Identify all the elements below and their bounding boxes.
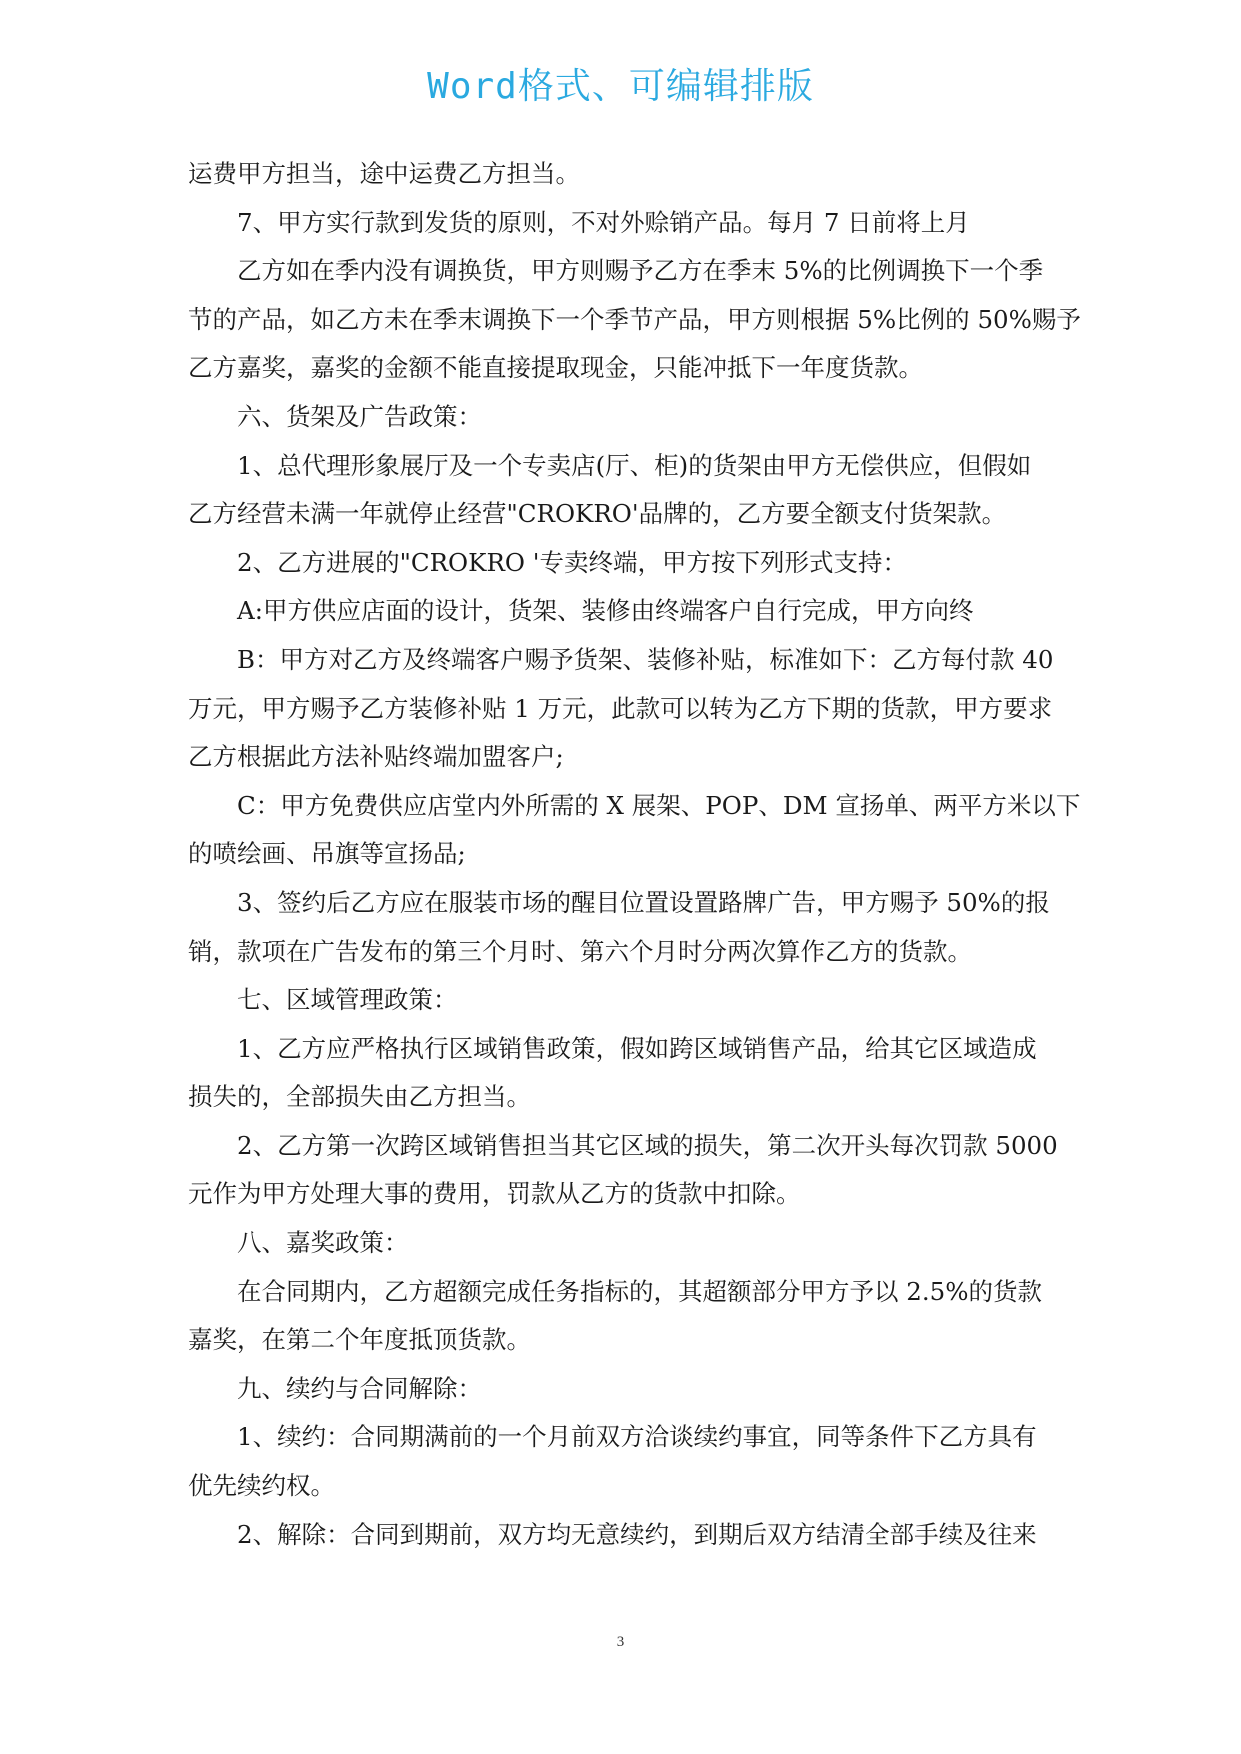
text-line: 乙方嘉奖，嘉奖的金额不能直接提取现金，只能冲抵下一年度货款。: [188, 353, 923, 383]
page-header-title: Word格式、可编辑排版: [427, 66, 814, 107]
text-line: 损失的，全部损失由乙方担当。: [188, 1082, 531, 1112]
text-line: 2、乙方进展的"CROKRO '专卖终端，甲方按下列形式支持：: [237, 547, 907, 577]
text-line: 2、解除：合同到期前，双方均无意续约，到期后双方结清全部手续及往来: [237, 1519, 1037, 1549]
text-line: 2、乙方第一次跨区域销售担当其它区域的损失，第二次开头每次罚款 5000: [237, 1130, 1058, 1160]
text-line: 八、嘉奖政策：: [237, 1228, 409, 1258]
text-line: 万元，甲方赐予乙方装修补贴 1 万元，此款可以转为乙方下期的货款，甲方要求: [188, 693, 1053, 723]
text-line: 1、续约：合同期满前的一个月前双方洽谈续约事宜，同等条件下乙方具有: [237, 1422, 1037, 1452]
text-line: 运费甲方担当，途中运费乙方担当。: [188, 159, 580, 188]
text-line: 的喷绘画、吊旗等宣扬品;: [188, 839, 466, 869]
text-line: 7、甲方实行款到发货的原则，不对外赊销产品。每月 7 日前将上月: [237, 207, 970, 237]
text-line: 乙方经营未满一年就停止经营"CROKRO'品牌的，乙方要全额支付货架款。: [188, 499, 1007, 529]
page-number: 3: [616, 1634, 625, 1650]
text-line: C：甲方免费供应店堂内外所需的 X 展架、POP、DM 宣扬单、两平方米以下: [237, 790, 1081, 820]
text-line: A:甲方供应店面的设计，货架、装修由终端客户自行完成，甲方向终: [237, 596, 974, 626]
text-line: 3、签约后乙方应在服装市场的醒目位置设置路牌广告，甲方赐予 50%的报: [237, 887, 1050, 917]
text-line: 销，款项在广告发布的第三个月时、第六个月时分两次算作乙方的货款。: [188, 936, 972, 966]
text-line: B：甲方对乙方及终端客户赐予货架、装修补贴，标准如下：乙方每付款 40: [237, 644, 1054, 674]
text-line: 七、区域管理政策：: [237, 985, 458, 1015]
document-body: [188, 150, 1081, 1559]
text-line: 节的产品，如乙方未在季末调换下一个季节产品，甲方则根据 5%比例的 50%赐予: [188, 304, 1081, 334]
text-line: 九、续约与合同解除：: [237, 1373, 482, 1403]
text-line: 嘉奖，在第二个年度抵顶货款。: [188, 1325, 531, 1355]
text-line: 1、乙方应严格执行区域销售政策，假如跨区域销售产品，给其它区域造成: [237, 1033, 1037, 1063]
text-line: 六、货架及广告政策：: [237, 401, 482, 431]
text-line: 元作为甲方处理大事的费用，罚款从乙方的货款中扣除。: [188, 1179, 801, 1209]
text-line: 乙方根据此方法补贴终端加盟客户;: [188, 742, 564, 772]
text-line: 1、总代理形象展厅及一个专卖店(厅、柜)的货架由甲方无偿供应，但假如: [237, 450, 1032, 480]
text-line: 优先续约权。: [188, 1471, 335, 1501]
text-line: 乙方如在季内没有调换货，甲方则赐予乙方在季末 5%的比例调换下一个季: [237, 256, 1044, 286]
text-line: 在合同期内，乙方超额完成任务指标的，其超额部分甲方予以 2.5%的货款: [237, 1276, 1043, 1306]
